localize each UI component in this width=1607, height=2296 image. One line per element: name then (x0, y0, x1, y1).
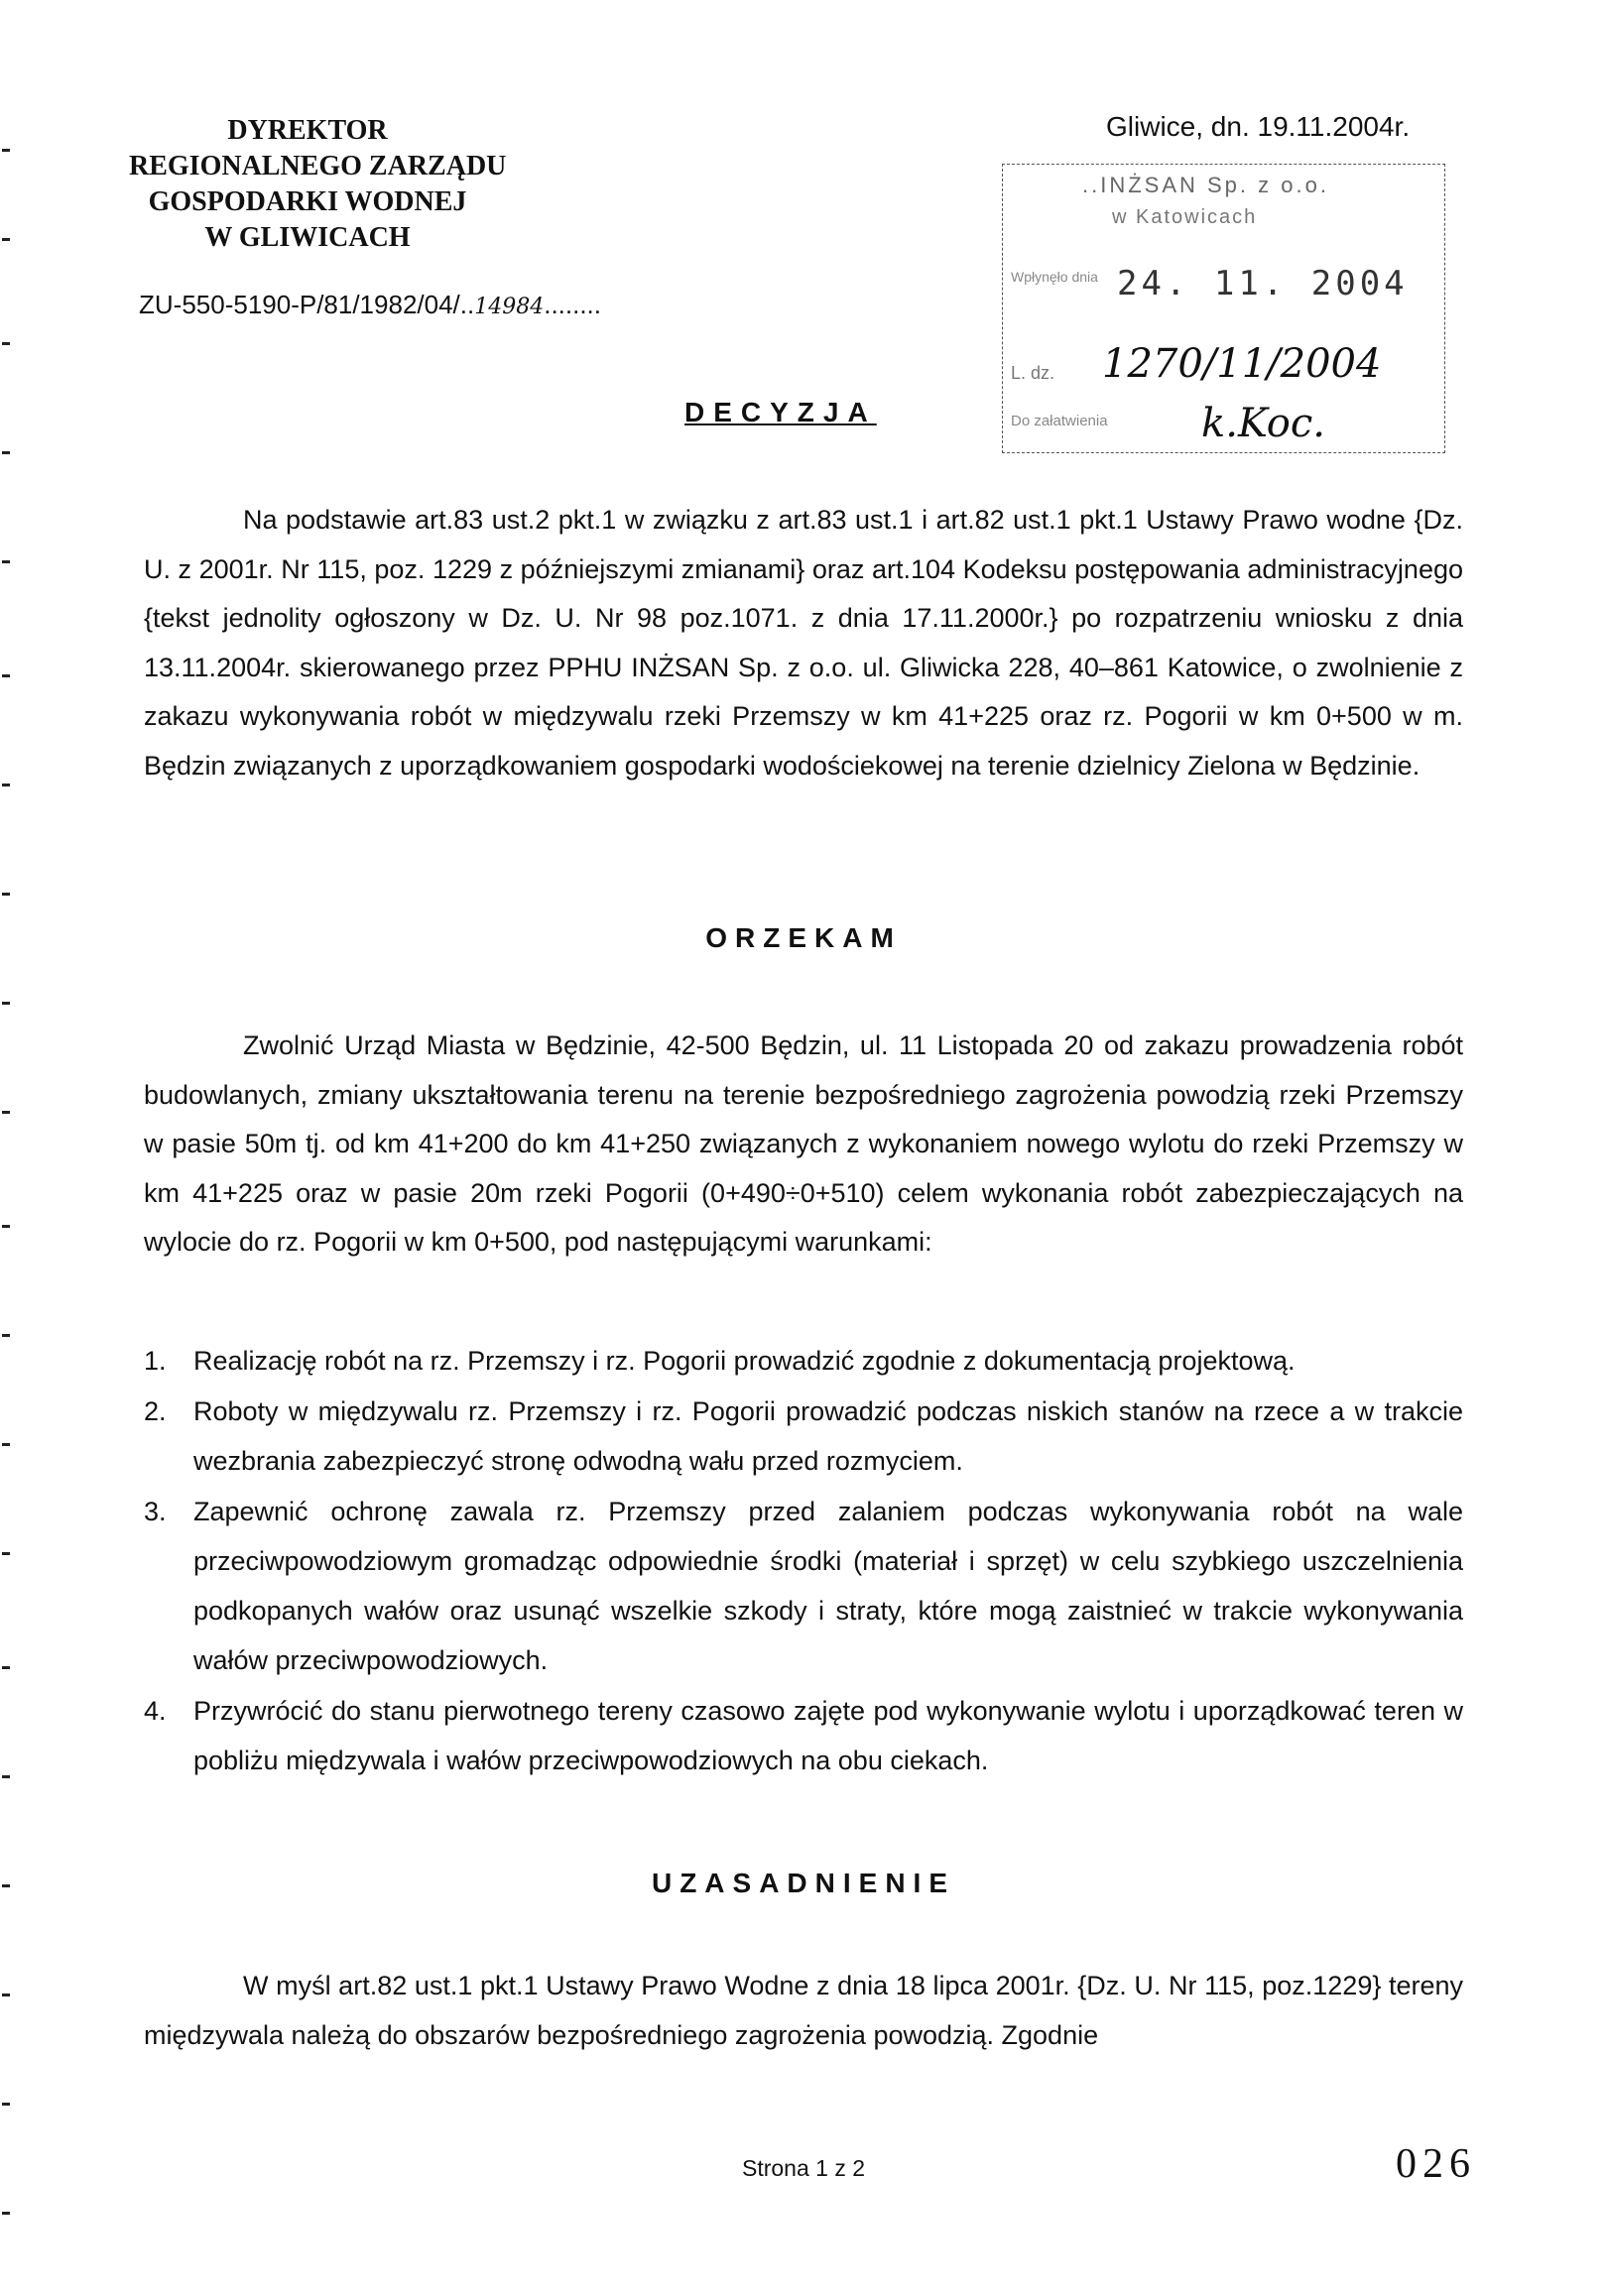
stamp-received-date: 24. 11. 2004 (1117, 264, 1409, 303)
document-title: DECYZJA (684, 397, 877, 427)
justification-heading: UZASADNIENIE (651, 1868, 955, 1898)
list-item-number: 3. (144, 1497, 167, 1526)
issuer-line: GOSPODARKI WODNEJ (148, 186, 467, 217)
stamp-city: w Katowicach (1112, 206, 1258, 228)
list-item-number: 2. (144, 1396, 167, 1426)
reference-handwritten: 14984 (474, 295, 545, 319)
page-number: Strona 1 z 2 (741, 2155, 866, 2181)
place-date: Gliwice, dn. 19.11.2004r. (1106, 111, 1411, 142)
justification-text: W myśl art.82 ust.1 pkt.1 Ustawy Prawo Wodne z dnia 18 lipca 2001r. {Dz. U. Nr 115, poz.1229} tereny międzywala należą do obszarów bezpośredniego zagrożenia powodzią. Zgodnie (144, 1971, 1463, 2050)
page-code: 026 (1396, 2141, 1476, 2187)
stamp-entry-number: 1270/11/2004 (1102, 341, 1382, 387)
reference-prefix: ZU-550-5190-P/81/1982/04/.. (139, 290, 475, 319)
issuer-block (129, 113, 507, 256)
stamp-received-label: Wpłynęło dnia (1011, 269, 1098, 285)
issuer-line: W GLIWICACH (204, 222, 411, 253)
stamp-assignee-label: Do załatwienia (1011, 413, 1108, 429)
margin-marks (0, 0, 12, 2296)
list-item-text: Realizację robót na rz. Przemszy i rz. Pogorii prowadzić zgodnie z dokumentacją projektową. (193, 1346, 1296, 1376)
intro-text: Na podstawie art.83 ust.2 pkt.1 w związku z art.83 ust.1 i art.82 ust.1 pkt.1 Ustawy Prawo wodne {Dz. U. z 2001r. Nr 115, poz. 1229 z późniejszymi zmianami} oraz art.104 Kodeksu postępowania administracyjnego {tekst jednolity ogłoszony w Dz. U. Nr 98 poz.1071. z dnia 17.11.2000r.} po rozpatrzeniu wniosku z dnia 13.11.2004r. skierowanego przez PPHU INŻSAN Sp. z o.o. ul. Gliwicka 228, 40–861 Katowice, o zwolnienie z zakazu wykonywania robót w międzywalu rzeki Przemszy w km 41+225 oraz rz. Pogorii w km 0+500 w m. Będzin związanych z uporządkowaniem gospodarki wodościekowej na terenie dzielnicy Zielona w Będzinie. (144, 505, 1463, 781)
list-item-text: Zapewnić ochronę zawala rz. Przemszy przed zalaniem podczas wykonywania robót na wale przeciwpowodziowym gromadząc odpowiednie środki (materiał i sprzęt) w celu szybkiego uszczelnienia podkopanych wałów oraz usunąć wszelkie szkody i straty, które mogą zaistnieć w trakcie wykonywania wałów przeciwpowodziowych. (193, 1497, 1463, 1675)
reference-number (139, 290, 601, 320)
reference-dots: ........ (544, 290, 602, 319)
issuer-line: REGIONALNEGO ZARZĄDU (129, 151, 507, 181)
list-item-text: Roboty w międzywalu rz. Przemszy i rz. Pogorii prowadzić podczas niskich stanów na rzece a w trakcie wezbrania zabezpieczyć stronę odwodną wału przed rozmyciem. (193, 1396, 1463, 1476)
intro-paragraph (144, 496, 1463, 790)
justification-paragraph (144, 1962, 1463, 2060)
stamp-company: ..INŻSAN Sp. z o.o. (1082, 173, 1329, 197)
list-item (144, 1686, 1463, 1785)
list-item-number: 1. (144, 1346, 167, 1376)
list-item-text: Przywrócić do stanu pierwotnego tereny czasowo zajęte pod wykonywanie wylotu i uporządkować teren w pobliżu międzywala i wałów przeciwpowodziowych na obu ciekach. (193, 1696, 1463, 1775)
ruling-text: Zwolnić Urząd Miasta w Będzinie, 42-500 Będzin, ul. 11 Listopada 20 od zakazu prowadzenia robót budowlanych, zmiany ukształtowania terenu na terenie bezpośredniego zagrożenia powodzią rzeki Przemszy w pasie 50m tj. od km 41+200 do km 41+250 związanych z wykonaniem nowego wylotu do rzeki Przemszy w km 41+225 oraz w pasie 20m rzeki Pogorii (0+490÷0+510) celem wykonania robót zabezpieczających na wylocie do rz. Pogorii w km 0+500, pod następującymi warunkami: (144, 1030, 1463, 1257)
ruling-heading: ORZEKAM (705, 922, 902, 953)
ruling-paragraph (144, 1022, 1463, 1268)
list-item (144, 1487, 1463, 1685)
issuer-line: DYREKTOR (227, 115, 388, 146)
list-item-number: 4. (144, 1696, 167, 1726)
stamp-entry-label: L. dz. (1011, 363, 1055, 383)
list-item (144, 1387, 1463, 1486)
received-stamp (1002, 164, 1445, 453)
stamp-assignee: k.Koc. (1201, 401, 1325, 446)
list-item (144, 1336, 1463, 1386)
conditions-list (144, 1336, 1463, 1785)
